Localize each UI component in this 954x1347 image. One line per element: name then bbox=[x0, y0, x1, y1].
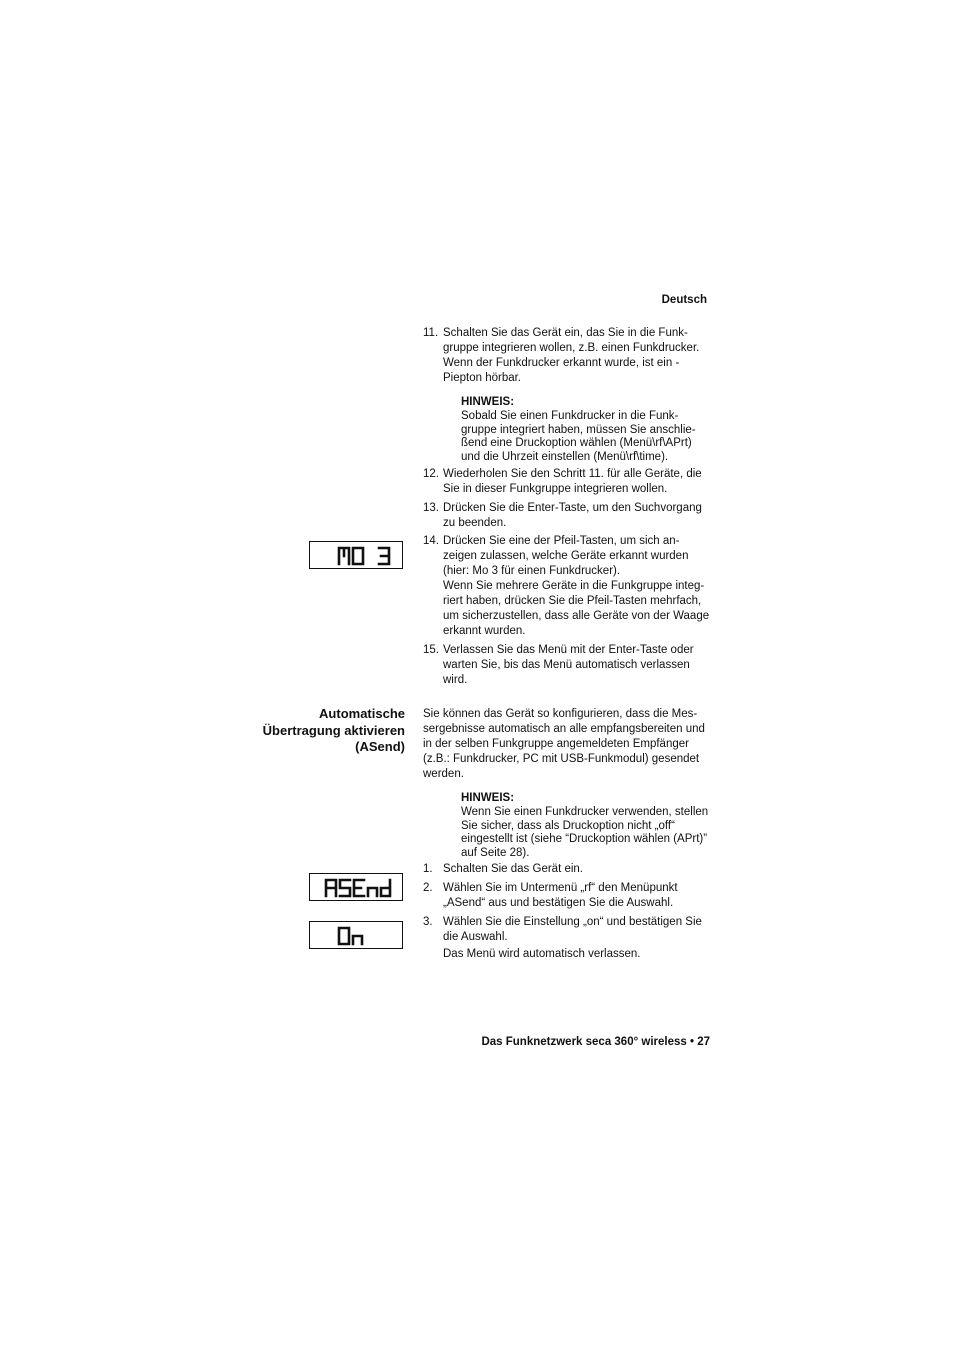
step-number: 15. bbox=[423, 644, 439, 656]
step-text-line: Wählen Sie im Untermenü „rf“ den Menüpunkt bbox=[443, 882, 678, 894]
step-13 bbox=[423, 501, 713, 531]
note-heading: HINWEIS: bbox=[461, 396, 515, 408]
section-intro bbox=[423, 707, 713, 782]
intro-line: sergebnisse automatisch an alle empfangsbereiten und bbox=[423, 723, 705, 735]
intro-line: Sie können das Gerät so konfigurieren, dass die Mes- bbox=[423, 708, 698, 720]
step-text-line: zu beenden. bbox=[443, 517, 507, 529]
step-text-line: Wiederholen Sie den Schritt 11. für alle Geräte, die bbox=[443, 468, 702, 480]
seven-segment-mo3-icon bbox=[310, 542, 404, 570]
step-number: 1. bbox=[423, 863, 433, 875]
intro-line: in der selben Funkgruppe angemeldeten Empfänger bbox=[423, 738, 689, 750]
display-mo3 bbox=[309, 541, 403, 569]
step-text-line: riert haben, drücken Sie die Pfeil-Tasten mehrfach, bbox=[443, 595, 702, 607]
step-number: 12. bbox=[423, 468, 439, 480]
step-12 bbox=[423, 467, 713, 497]
step-text-line: Drücken Sie eine der Pfeil-Tasten, um sich an- bbox=[443, 535, 680, 547]
step-text-line: die Auswahl. bbox=[443, 931, 508, 943]
language-label: Deutsch bbox=[661, 294, 707, 306]
step-1 bbox=[423, 862, 713, 877]
step-text-line: Sie in dieser Funkgruppe integrieren wollen. bbox=[443, 483, 668, 495]
note-text-line: eingestellt ist (siehe “Druckoption wählen (APrt)” bbox=[461, 833, 708, 845]
step-text-line: Das Menü wird automatisch verlassen. bbox=[443, 948, 641, 960]
step-number: 3. bbox=[423, 916, 433, 928]
note-text-line: Sobald Sie einen Funkdrucker in die Funk- bbox=[461, 410, 679, 422]
display-on bbox=[309, 921, 403, 949]
section-heading-line: Automatische bbox=[319, 706, 405, 721]
page-footer: Das Funknetzwerk seca 360° wireless • 27 bbox=[481, 1036, 710, 1048]
note-text-line: Sie sicher, dass als Druckoption nicht „off“ bbox=[461, 819, 675, 832]
step-number: 13. bbox=[423, 502, 439, 514]
step-text-line: gruppe integrieren wollen, z.B. einen Funkdrucker. bbox=[443, 342, 700, 354]
step-text-line: Schalten Sie das Gerät ein, das Sie in die Funk- bbox=[443, 327, 688, 339]
step-number: 11. bbox=[423, 327, 439, 339]
step-text-line: warten Sie, bis das Menü automatisch verlassen bbox=[443, 659, 690, 671]
step-text-line: um sicherzustellen, dass alle Geräte von der Waage bbox=[443, 610, 710, 622]
step-2 bbox=[423, 881, 713, 911]
seven-segment-on-icon bbox=[310, 922, 404, 950]
step-11 bbox=[423, 326, 713, 386]
step-number: 14. bbox=[423, 535, 439, 547]
step-3 bbox=[423, 915, 713, 962]
intro-line: werden. bbox=[423, 768, 464, 780]
note-text-line: und die Uhrzeit einstellen (Menü\rf\time). bbox=[461, 450, 669, 463]
note-text-line: gruppe integriert haben, müssen Sie anschlie- bbox=[461, 423, 696, 436]
step-text-line: Wählen Sie die Einstellung „on“ und bestätigen Sie bbox=[443, 916, 702, 928]
section-heading bbox=[235, 706, 405, 756]
note-heading: HINWEIS: bbox=[461, 792, 515, 804]
step-text-line: „ASend“ aus und bestätigen Sie die Auswahl. bbox=[443, 897, 674, 909]
step-number: 2. bbox=[423, 882, 433, 894]
step-text-line: Verlassen Sie das Menü mit der Enter-Taste oder bbox=[443, 644, 694, 656]
step-text-line: (hier: Mo 3 für einen Funkdrucker). bbox=[443, 565, 621, 577]
step-text-line: zeigen zulassen, welche Geräte erkannt wurden bbox=[443, 550, 689, 562]
note-hinweis-1 bbox=[461, 395, 711, 464]
note-text-line: Wenn Sie einen Funkdrucker verwenden, stellen bbox=[461, 806, 709, 818]
step-text-line: Wenn der Funkdrucker erkannt wurde, ist ein - bbox=[443, 357, 680, 369]
section-heading-line: (ASend) bbox=[355, 739, 405, 754]
display-asend bbox=[309, 873, 403, 901]
seven-segment-asend-icon bbox=[310, 874, 404, 902]
step-text-line: Piepton hörbar. bbox=[443, 372, 522, 384]
step-text-line: erkannt wurden. bbox=[443, 625, 526, 637]
step-text-line: Wenn Sie mehrere Geräte in die Funkgruppe integ- bbox=[443, 580, 705, 592]
step-text-line: Schalten Sie das Gerät ein. bbox=[443, 863, 583, 875]
section-heading-line: Übertragung aktivieren bbox=[262, 722, 405, 738]
note-text-line: auf Seite 28). bbox=[461, 846, 530, 859]
step-14 bbox=[423, 534, 713, 639]
step-text-line: wird. bbox=[443, 674, 468, 686]
step-text-line: Drücken Sie die Enter-Taste, um den Suchvorgang bbox=[443, 502, 702, 514]
note-hinweis-2 bbox=[461, 791, 711, 860]
intro-line: (z.B.: Funkdrucker, PC mit USB-Funkmodul) gesendet bbox=[423, 753, 700, 765]
step-15 bbox=[423, 643, 713, 688]
note-text-line: ßend eine Druckoption wählen (Menü\rf\APrt) bbox=[461, 437, 692, 449]
